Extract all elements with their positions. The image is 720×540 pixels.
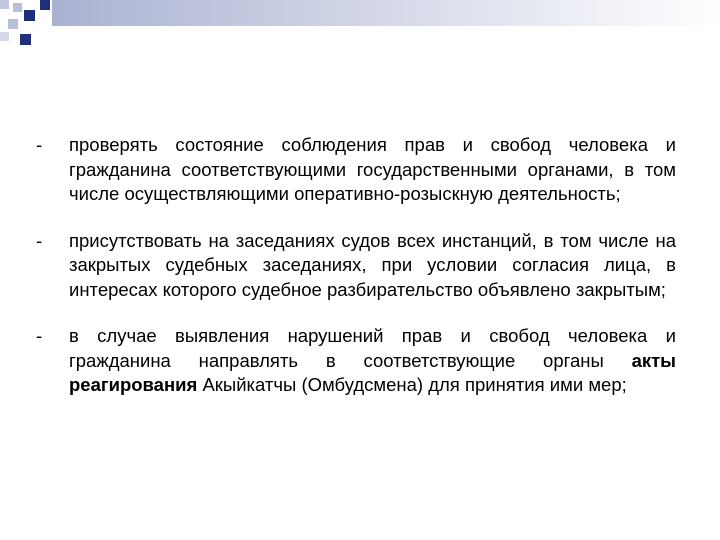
bullet-list	[36, 133, 676, 398]
bullet-text-after: Акыйкатчы (Омбудсмена) для принятия ими мер;	[197, 374, 627, 395]
deco-square-navy-3	[20, 34, 31, 45]
bullet-marker: -	[36, 134, 43, 155]
bullet-text-before: в случае выявления нарушений прав и свобод человека и гражданина направлять в соответствующие органы	[69, 325, 676, 371]
bullet-text: проверять состояние соблюдения прав и свобод человека и гражданина соответствующими государственными органами, в том числе осуществляющими оперативно-розыскную деятельность;	[69, 134, 676, 204]
bullet-item-3	[36, 324, 676, 398]
bullet-item-1	[36, 133, 676, 207]
bullet-text: присутствовать на заседаниях судов всех инстанций, в том числе на закрытых судебных заседаниях, при условии согласия лица, в интересах которого судебное разбирательство объявлено закрытым;	[69, 229, 676, 300]
deco-square-light-1	[0, 0, 9, 9]
deco-square-navy-1	[24, 10, 35, 21]
bullet-text-bold: акты реагирования	[69, 349, 676, 395]
header-gradient-band	[52, 0, 720, 26]
header-decoration	[0, 0, 720, 60]
deco-square-light-3	[8, 19, 18, 29]
bullet-marker: -	[36, 229, 43, 251]
deco-square-light-4	[0, 32, 9, 41]
bullet-text	[69, 324, 676, 398]
bullet-item-2	[36, 229, 676, 303]
deco-square-light-2	[13, 3, 22, 12]
bullet-marker: -	[36, 325, 43, 346]
deco-square-navy-2	[40, 0, 50, 10]
